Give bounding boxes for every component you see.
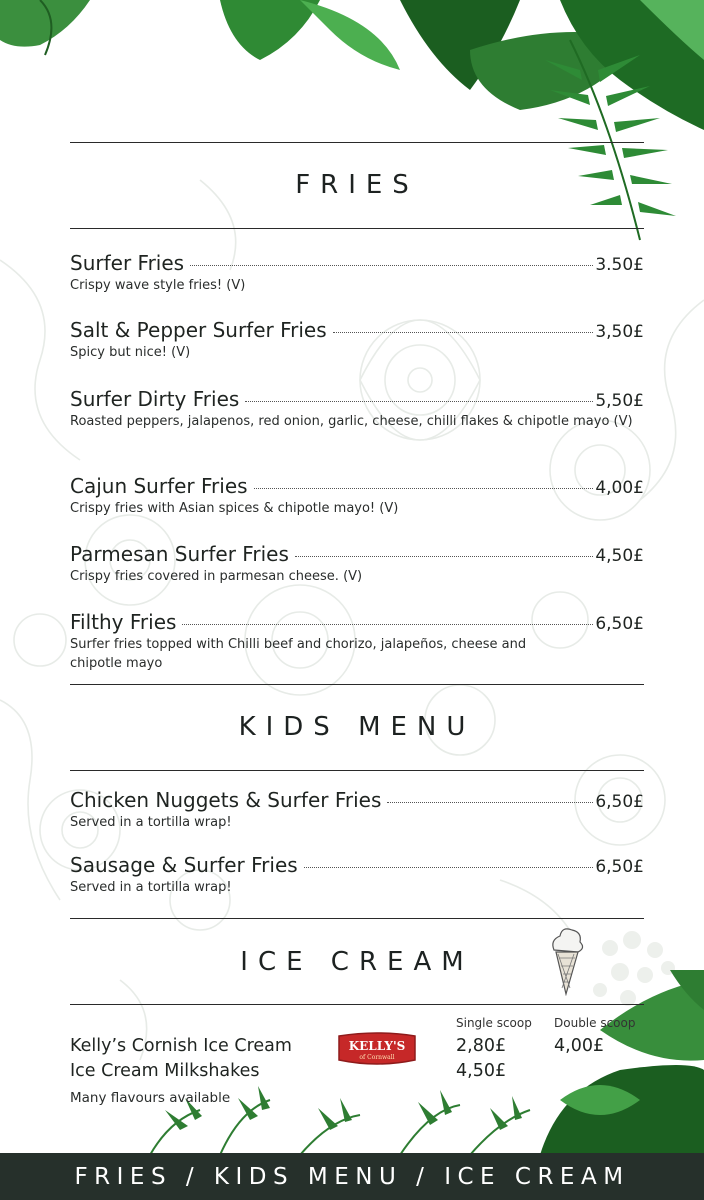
menu-item bbox=[70, 387, 644, 431]
item-name: Salt & Pepper Surfer Fries bbox=[70, 318, 327, 342]
ice-cream-name: Kelly’s Cornish Ice Cream bbox=[70, 1036, 292, 1056]
divider bbox=[70, 770, 644, 771]
kellys-logo bbox=[335, 1032, 419, 1066]
footer-text: FRIES / KIDS MENU / ICE CREAM bbox=[74, 1163, 630, 1190]
item-name: Chicken Nuggets & Surfer Fries bbox=[70, 788, 382, 812]
logo-subtext: of Cornwall bbox=[359, 1054, 395, 1061]
divider bbox=[70, 1004, 644, 1005]
menu-item bbox=[70, 542, 644, 586]
ice-cream-double-price: 4,00£ bbox=[554, 1036, 605, 1056]
menu-item bbox=[70, 318, 644, 362]
single-scoop-header: Single scoop bbox=[456, 1016, 532, 1030]
menu-item bbox=[70, 251, 644, 295]
footer-bar bbox=[0, 1153, 704, 1200]
divider bbox=[70, 684, 644, 685]
section-title-ice-cream: ICE CREAM bbox=[240, 947, 474, 977]
dot-leader bbox=[387, 802, 593, 803]
item-description: Surfer fries topped with Chilli beef and chorizo, jalapeños, cheese and chipotle mayo bbox=[70, 637, 527, 671]
item-name: Surfer Dirty Fries bbox=[70, 387, 240, 411]
item-price: 3.50£ bbox=[595, 255, 644, 275]
dot-leader bbox=[304, 867, 594, 868]
item-price: 6,50£ bbox=[595, 857, 644, 877]
item-name: Surfer Fries bbox=[70, 251, 185, 275]
item-name: Filthy Fries bbox=[70, 610, 177, 634]
item-name: Parmesan Surfer Fries bbox=[70, 542, 289, 566]
section-title-kids-menu: KIDS MENU bbox=[238, 712, 476, 742]
dot-leader bbox=[295, 556, 593, 557]
milkshake-price: 4,50£ bbox=[456, 1061, 507, 1081]
item-price: 4,50£ bbox=[595, 546, 644, 566]
divider bbox=[70, 228, 644, 229]
dot-leader bbox=[182, 624, 593, 625]
milkshake-name: Ice Cream Milkshakes bbox=[70, 1061, 260, 1081]
item-name: Cajun Surfer Fries bbox=[70, 474, 248, 498]
item-description: Served in a tortilla wrap! bbox=[70, 880, 232, 895]
item-description: Crispy fries with Asian spices & chipotle mayo! (V) bbox=[70, 501, 399, 516]
section-title-fries: FRIES bbox=[295, 170, 419, 200]
item-description: Served in a tortilla wrap! bbox=[70, 815, 232, 830]
menu-item bbox=[70, 610, 644, 673]
dot-leader bbox=[190, 265, 593, 266]
dot-leader bbox=[245, 401, 593, 402]
item-description: Crispy wave style fries! (V) bbox=[70, 278, 246, 293]
ice-cream-cone-icon bbox=[546, 924, 586, 996]
item-price: 5,50£ bbox=[595, 391, 644, 411]
flavours-note: Many flavours available bbox=[70, 1090, 231, 1106]
dot-leader bbox=[333, 332, 594, 333]
item-price: 6,50£ bbox=[595, 792, 644, 812]
item-price: 6,50£ bbox=[595, 614, 644, 634]
item-price: 4,00£ bbox=[595, 478, 644, 498]
menu-item bbox=[70, 474, 644, 518]
logo-text: KELLY'S bbox=[348, 1039, 406, 1053]
double-scoop-header: Double scoop bbox=[554, 1016, 636, 1030]
divider bbox=[70, 918, 644, 919]
item-description: Crispy fries covered in parmesan cheese. (V) bbox=[70, 569, 363, 584]
divider bbox=[70, 142, 644, 143]
dot-leader bbox=[254, 488, 594, 489]
item-description: Roasted peppers, jalapenos, red onion, garlic, cheese, chilli flakes & chipotle mayo (V) bbox=[70, 414, 633, 429]
menu-item bbox=[70, 853, 644, 897]
menu-item bbox=[70, 788, 644, 832]
item-price: 3,50£ bbox=[595, 322, 644, 342]
item-description: Spicy but nice! (V) bbox=[70, 345, 191, 360]
ice-cream-single-price: 2,80£ bbox=[456, 1036, 507, 1056]
top-leaves-decoration bbox=[0, 0, 704, 250]
item-name: Sausage & Surfer Fries bbox=[70, 853, 298, 877]
